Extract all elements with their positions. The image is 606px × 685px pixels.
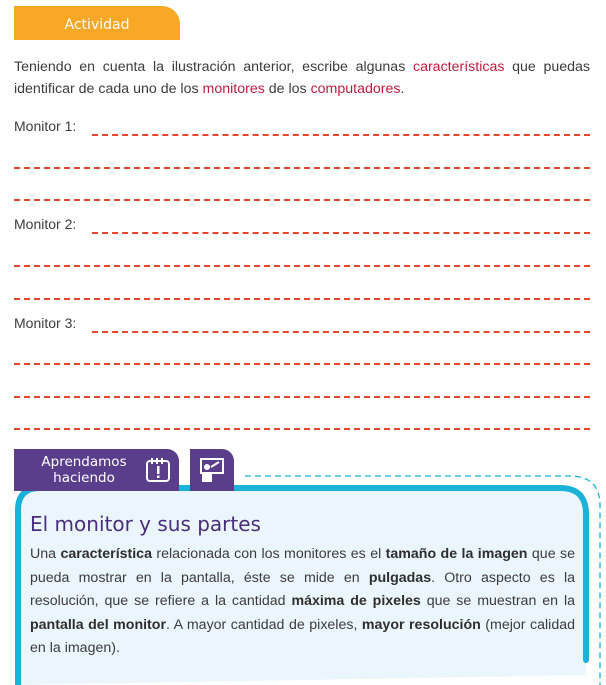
panel-title: El monitor y sus partes [30,512,261,536]
monitor-2-answer-line-1[interactable] [14,216,590,236]
dashed-line [14,298,590,300]
monitor-2-answer-line-3[interactable] [14,282,590,302]
teacher-board-icon [199,457,225,483]
dashed-line [14,363,590,365]
monitor-3-label: Monitor 3: [14,315,82,331]
dashed-line [14,396,590,398]
monitor-2-label: Monitor 2: [14,216,82,232]
aprendamos-label: Aprendamos [41,454,127,470]
dashed-line [14,265,590,267]
dashed-line [92,134,590,136]
dashed-line [92,331,590,333]
monitor-3-answer-line-2[interactable] [14,347,590,367]
dashed-line [14,167,590,169]
monitor-1-answer-line-1[interactable] [14,118,590,138]
haciendo-label: haciendo [53,470,115,486]
monitor-3-answer-line-4[interactable] [14,412,590,432]
monitor-3-answer-line-3[interactable] [14,380,590,400]
instructions-paragraph: Teniendo en cuenta la ilustración anterior, escribe algunas características que puedas identificar de cada uno de los monitores de los computadores. [14,59,591,97]
panel-paragraph: Una característica relacionada con los monitores es el tamaño de la imagen que se pueda mostrar en la pantalla, éste se mide en pulgadas. Otro aspecto es la resolución, que se refiere a la cantidad máxima de pixeles que se muestran en la pantalla del monitor. A mayor cantidad de pixeles, mayor resolución (mejor calidad en la imagen). [30,546,576,656]
teacher-tab[interactable] [190,449,234,491]
monitor-3-answer-line-1[interactable] [14,315,590,335]
activity-tab: Actividad [14,6,180,40]
monitor-1-answer-line-3[interactable] [14,183,590,203]
aprendamos-haciendo-tab[interactable] [14,449,179,491]
monitor-1-label: Monitor 1: [14,118,82,134]
dashed-line [14,199,590,201]
dashed-line [14,428,590,430]
monitor-2-answer-line-2[interactable] [14,249,590,269]
dashed-line [92,232,590,234]
monitor-1-answer-line-2[interactable] [14,151,590,171]
calendar-alert-icon [145,457,171,483]
